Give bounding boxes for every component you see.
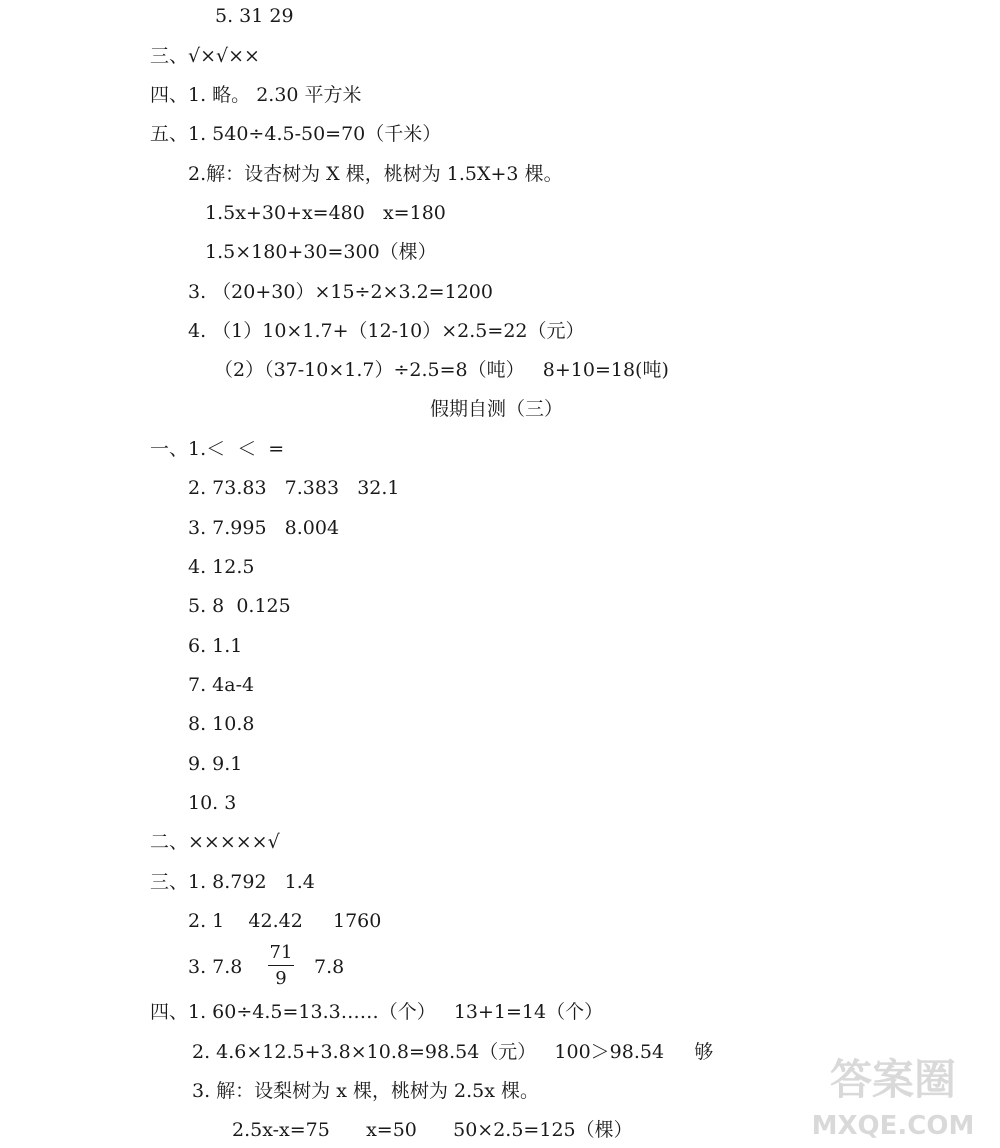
answer-line: 1.5×180+30=300（棵）: [205, 241, 437, 263]
answer-line: 三、1. 8.792 1.4: [150, 871, 315, 893]
answer-line: 2.5x-x=75 x=50 50×2.5=125（棵）: [232, 1119, 633, 1141]
answer-line: 4. （1）10×1.7+（12-10）×2.5=22（元）: [188, 320, 585, 342]
answer-line: 3. 7.995 8.004: [188, 517, 340, 539]
answer-line: 四、1. 60÷4.5=13.3……（个） 13+1=14（个）: [150, 1001, 604, 1023]
fraction-denominator: 9: [275, 968, 287, 989]
answer-line: 2. 4.6×12.5+3.8×10.8=98.54（元） 100＞98.54 够: [192, 1041, 714, 1063]
svg-text:答案圈: 答案圈: [829, 1055, 957, 1104]
answer-line: 2. 73.83 7.383 32.1: [188, 477, 400, 499]
answer-line: 2. 1 42.42 1760: [188, 910, 382, 932]
answer-line: 三、√×√××: [150, 45, 260, 67]
fraction-numerator: 71: [269, 942, 293, 963]
answer-line: （2）（37-10×1.7）÷2.5=8（吨） 8+10=18(吨): [214, 359, 669, 381]
fraction-bar: [268, 965, 294, 966]
answer-line: 二、×××××√: [150, 831, 280, 853]
answer-line: 9. 9.1: [188, 753, 243, 775]
answer-line: 五、1. 540÷4.5-50=70（千米）: [150, 123, 442, 145]
answer-line: 一、1.＜ ＜ =: [150, 438, 285, 460]
watermark-logo: [798, 1042, 988, 1142]
fraction: [268, 942, 294, 990]
section-title: 假期自测（三）: [430, 398, 564, 420]
answer-line: 四、1. 略。 2.30 平方米: [150, 84, 362, 106]
answer-line: 4. 12.5: [188, 556, 255, 578]
answer-line: 3. 解：设梨树为 x 棵，桃树为 2.5x 棵。: [192, 1080, 539, 1102]
answer-line: 5. 8 0.125: [188, 595, 291, 617]
answer-line: 2.解：设杏树为 X 棵，桃树为 1.5X+3 棵。: [188, 163, 563, 185]
answer-line: 5. 31 29: [215, 5, 294, 27]
answer-line: 7. 4a-4: [188, 674, 255, 696]
answer-line: 10. 3: [188, 792, 237, 814]
answer-line: 1.5x+30+x=480 x=180: [205, 202, 446, 224]
answer-line: 3. （20+30）×15÷2×3.2=1200: [188, 281, 493, 303]
svg-text:MXQE.COM: MXQE.COM: [811, 1111, 975, 1141]
answer-line: 6. 1.1: [188, 635, 243, 657]
answer-line: 7.8: [314, 956, 345, 978]
answer-line: 3. 7.8: [188, 956, 243, 978]
answer-line: 8. 10.8: [188, 713, 255, 735]
